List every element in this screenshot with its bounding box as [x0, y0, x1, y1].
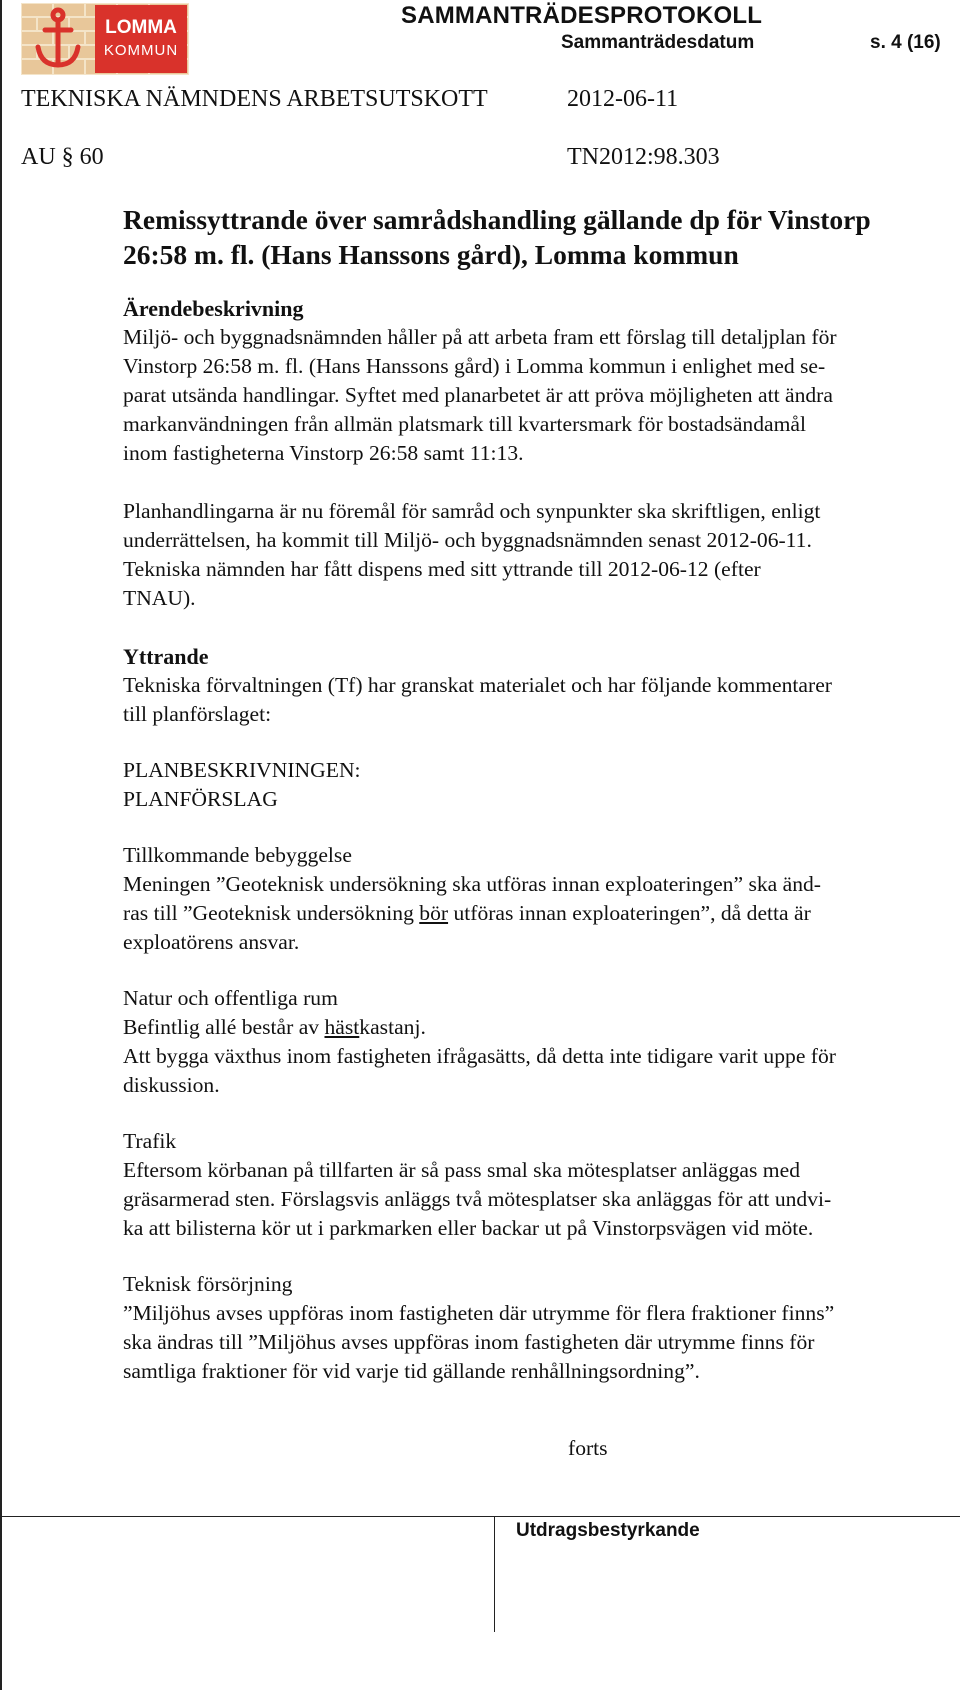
text-line: Tekniska nämnden har fått dispens med sitt yttrande till 2012-06-12 (efter — [123, 557, 761, 581]
text-line: ”Miljöhus avses uppföras inom fastigheten där utrymme för flera fraktioner finns” — [123, 1301, 835, 1325]
text-line: markanvändningen från allmän platsmark till kvartersmark för bostadsändamål — [123, 412, 806, 436]
text-line: till planförslaget: — [123, 702, 272, 726]
text-line: kastanj. — [359, 1015, 426, 1039]
logo-text-lomma: LOMMA — [105, 17, 177, 38]
text-line: ka att bilisterna kör ut i parkmarken eller backar ut på Vinstorpsvägen vid möte. — [123, 1216, 814, 1240]
subheading-trafik: Trafik — [123, 1129, 177, 1153]
text-line: samtliga fraktioner för vid varje tid gällande renhållningsordning”. — [123, 1359, 700, 1383]
section-planbeskrivningen: PLANBESKRIVNINGEN: — [123, 758, 361, 782]
heading-yttrande: Yttrande — [123, 644, 209, 669]
underlined-word: häst — [324, 1015, 360, 1039]
paragraph-statement — [123, 671, 958, 729]
text-line: inom fastigheterna Vinstorp 26:58 samt 11:13. — [123, 441, 524, 465]
text-line: Vinstorp 26:58 m. fl. (Hans Hanssons gård) i Lomma kommun i enlighet med se- — [123, 354, 826, 378]
section-planforslag: PLANFÖRSLAG — [123, 787, 278, 811]
text-line: Miljö- och byggnadsnämnden håller på att arbeta fram ett förslag till detaljplan för — [123, 325, 837, 349]
text-line: diskussion. — [123, 1073, 220, 1097]
footer-divider — [2, 1516, 960, 1517]
text-line: ras till ”Geoteknisk undersökning — [123, 901, 420, 925]
text-line: TNAU). — [123, 586, 196, 610]
text-line: exploatörens ansvar. — [123, 930, 300, 954]
text-line: Tekniska förvaltningen (Tf) har granskat materialet och har följande kommentarer — [123, 673, 832, 697]
text-line: gräsarmerad sten. Förslagsvis anläggs två mötesplatser ska anläggas för att undvi- — [123, 1187, 832, 1211]
text-line: underrättelsen, ha kommit till Miljö- och byggnadsnämnden senast 2012-06-11. — [123, 528, 812, 552]
document-body — [123, 202, 958, 1386]
case-number: TN2012:98.303 — [567, 144, 720, 170]
paragraph-natur — [123, 1013, 958, 1100]
meeting-date-label: Sammanträdesdatum — [561, 32, 755, 53]
page-border — [0, 0, 2, 1690]
item-title-line: Remissyttrande över samrådshandling gällande dp för Vinstorp — [123, 204, 871, 235]
continued-label: forts — [568, 1436, 608, 1460]
text-line: utföras innan exploateringen”, då detta är — [448, 901, 811, 925]
item-title — [123, 202, 958, 272]
paragraph-geoteknik — [123, 870, 958, 957]
text-line: ska ändras till ”Miljöhus avses uppföras inom fastigheten där utrymme finns för — [123, 1330, 815, 1354]
paragraph-description — [123, 323, 958, 468]
document-type: SAMMANTRÄDESPROTOKOLL — [401, 2, 763, 29]
text-line: Eftersom körbanan på tillfarten är så pass smal ska mötesplatser anläggas med — [123, 1158, 800, 1182]
underlined-word: bör — [419, 901, 449, 925]
subheading-natur: Natur och offentliga rum — [123, 986, 338, 1010]
committee-name: TEKNISKA NÄMNDENS ARBETSUTSKOTT — [21, 86, 488, 112]
text-line: Planhandlingarna är nu föremål för samråd och synpunkter ska skriftligen, enligt — [123, 499, 821, 523]
subheading-teknisk: Teknisk försörjning — [123, 1272, 293, 1296]
lomma-logo — [21, 3, 189, 75]
paragraph-consultation — [123, 497, 958, 613]
item-title-line: 26:58 m. fl. (Hans Hanssons gård), Lomma kommun — [123, 239, 739, 270]
text-line: Att bygga växthus inom fastigheten ifrågasätts, då detta inte tidigare varit uppe för — [123, 1044, 836, 1068]
footer-vertical-divider — [494, 1516, 495, 1632]
text-line: Meningen ”Geoteknisk undersökning ska utföras innan exploateringen” ska änd- — [123, 872, 822, 896]
paragraph-number: AU § 60 — [21, 144, 104, 170]
page-number: s. 4 (16) — [870, 32, 941, 53]
subheading-tillkommande: Tillkommande bebyggelse — [123, 843, 352, 867]
text-line: Befintlig allé består av — [123, 1015, 325, 1039]
footer-certification-label: Utdragsbestyrkande — [516, 1520, 700, 1541]
meeting-date: 2012-06-11 — [567, 86, 679, 112]
paragraph-teknisk — [123, 1299, 958, 1386]
logo-text-kommun: KOMMUN — [103, 42, 179, 59]
paragraph-trafik — [123, 1156, 958, 1243]
text-line: parat utsända handlingar. Syftet med planarbetet är att pröva möjligheten att ändra — [123, 383, 833, 407]
heading-arendebeskrivning: Ärendebeskrivning — [123, 296, 304, 321]
